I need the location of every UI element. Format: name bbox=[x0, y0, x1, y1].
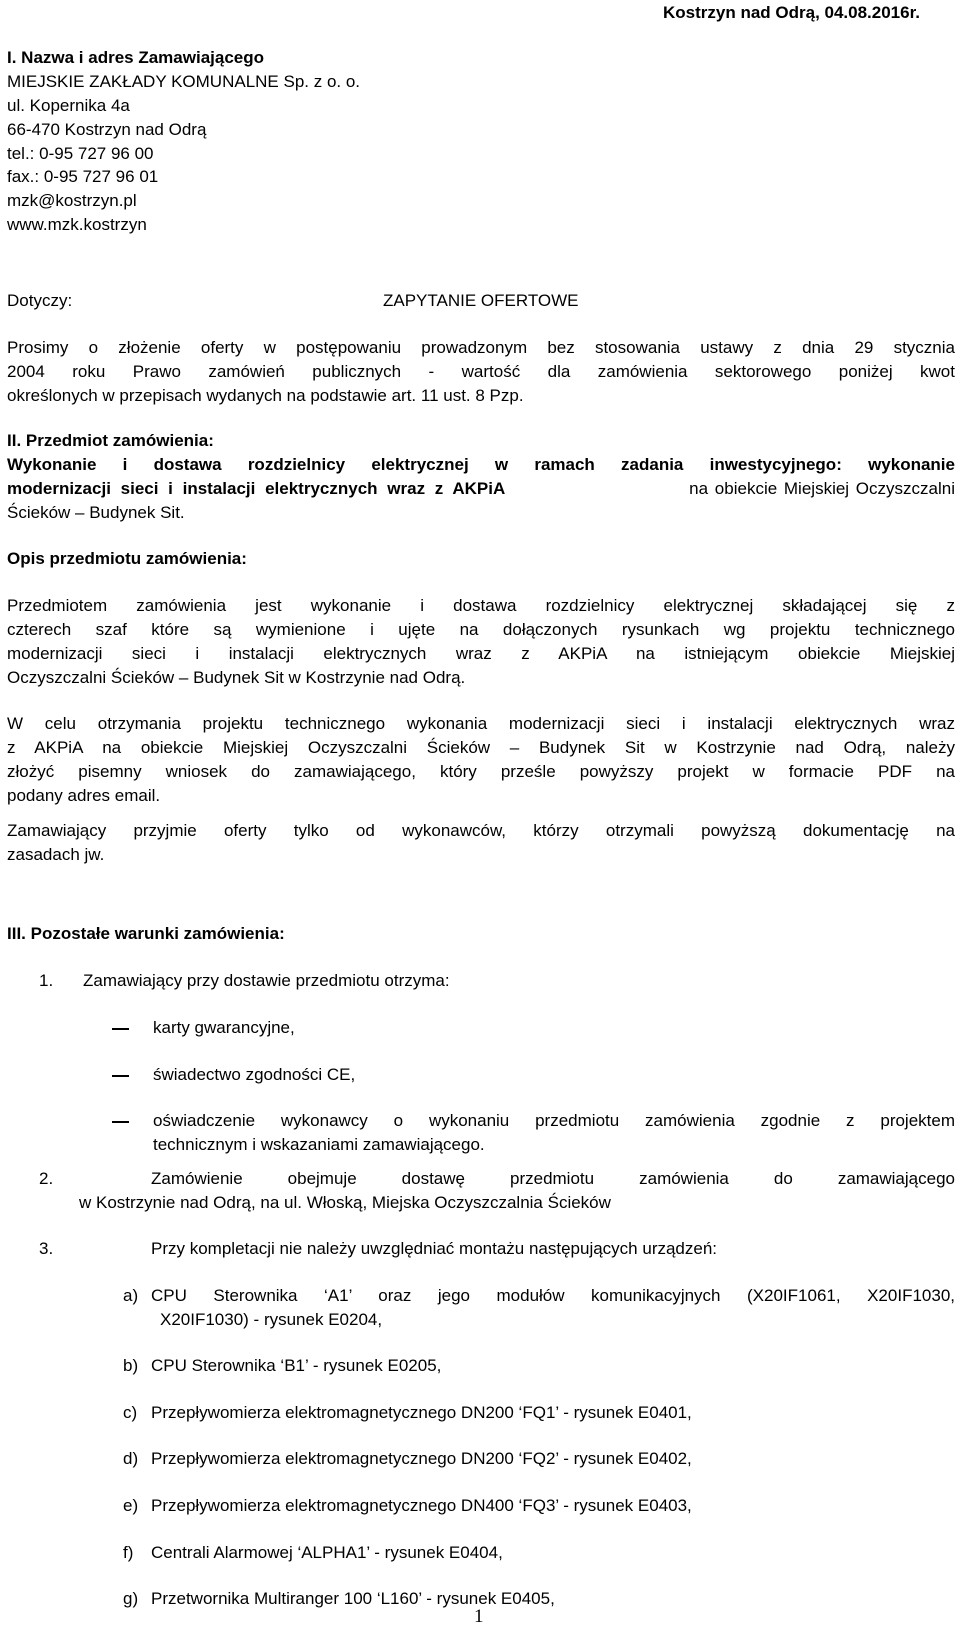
description-p2-line-2: z AKPiA na obiekcie Miejskiej Oczyszczalni Ścieków – Budynek Sit w Kostrzynie nad Odrą, należy bbox=[7, 738, 955, 757]
description-p2-line-1: W celu otrzymania projektu technicznego wykonania modernizacji sieci i instalacji elektrycznych wraz bbox=[7, 714, 955, 733]
intro-line-3: określonych w przepisach wydanych na podstawie art. 11 ust. 8 Pzp. bbox=[7, 386, 524, 405]
bullet-dash bbox=[112, 1121, 129, 1123]
subitem-a-line-1: CPU Sterownika ‘A1’ oraz jego modułów komunikacyjnych (X20IF1061, X20IF1030, bbox=[151, 1286, 955, 1305]
bullet-statement-line-2: technicznym i wskazaniami zamawiającego. bbox=[153, 1135, 485, 1154]
item-1-number: 1. bbox=[39, 971, 54, 990]
item-3-number: 3. bbox=[39, 1239, 54, 1258]
subitem-e-letter: e) bbox=[123, 1496, 139, 1515]
subitem-a-letter: a) bbox=[123, 1286, 139, 1305]
subject-line-2-bold: modernizacji sieci i instalacji elektrycznych wraz z AKPiA bbox=[7, 479, 506, 498]
item-2-line-2: w Kostrzynie nad Odrą, na ul. Włoską, Miejska Oczyszczalnia Ścieków bbox=[79, 1193, 611, 1212]
description-heading: Opis przedmiotu zamówienia: bbox=[7, 549, 247, 568]
description-p2-line-3: złożyć pisemny wniosek do zamawiającego, który prześle powyższy projekt w formacie PDF na bbox=[7, 762, 955, 781]
document-title: ZAPYTANIE OFERTOWE bbox=[383, 291, 579, 310]
section-2-heading bbox=[7, 430, 214, 452]
subitem-c-letter: c) bbox=[123, 1403, 138, 1422]
item-3-text: Przy kompletacji nie należy uwzględniać montażu następujących urządzeń: bbox=[151, 1239, 718, 1258]
subject-line-2 bbox=[7, 478, 955, 500]
description-p3-line-2: zasadach jw. bbox=[7, 845, 105, 864]
description-p1-line-4: Oczyszczalni Ścieków – Budynek Sit w Kostrzynie nad Odrą. bbox=[7, 668, 466, 687]
subitem-f-letter: f) bbox=[123, 1543, 134, 1562]
buyer-phone: tel.: 0-95 727 96 00 bbox=[7, 144, 154, 163]
item-1-text: Zamawiający przy dostawie przedmiotu otrzyma: bbox=[83, 971, 450, 990]
description-p3-line-1: Zamawiający przyjmie oferty tylko od wykonawców, którzy otrzymali powyższą dokumentację na bbox=[7, 821, 955, 840]
subject-line-2-rest: na obiekcie Miejskiej Oczyszczalni bbox=[689, 479, 955, 498]
item-2-number: 2. bbox=[39, 1169, 54, 1188]
subitem-d-text: Przepływomierza elektromagnetycznego DN200 ‘FQ2’ - rysunek E0402, bbox=[151, 1449, 692, 1468]
subitem-e-text: Przepływomierza elektromagnetycznego DN400 ‘FQ3’ - rysunek E0403, bbox=[151, 1496, 692, 1515]
subitem-g-letter: g) bbox=[123, 1589, 139, 1608]
description-p2-line-4: podany adres email. bbox=[7, 786, 161, 805]
buyer-name: MIEJSKIE ZAKŁADY KOMUNALNE Sp. z o. o. bbox=[7, 72, 361, 91]
buyer-city: 66-470 Kostrzyn nad Odrą bbox=[7, 120, 207, 139]
bullet-warranty: karty gwarancyjne, bbox=[153, 1018, 295, 1037]
subitem-b-letter: b) bbox=[123, 1356, 139, 1375]
place-date: Kostrzyn nad Odrą, 04.08.2016r. bbox=[662, 3, 920, 22]
subject-line-3: Ścieków – Budynek Sit. bbox=[7, 503, 185, 522]
buyer-heading: I. Nazwa i adres Zamawiającego bbox=[7, 48, 265, 67]
intro-line-1: Prosimy o złożenie oferty w postępowaniu prowadzonym bez stosowania ustawy z dnia 29 stycznia bbox=[7, 338, 955, 357]
subitem-a-line-2: X20IF1030) - rysunek E0204, bbox=[160, 1310, 383, 1329]
buyer-email: mzk@kostrzyn.pl bbox=[7, 191, 137, 210]
bullet-ce: świadectwo zgodności CE, bbox=[153, 1065, 356, 1084]
subitem-f-text: Centrali Alarmowej ‘ALPHA1’ - rysunek E0404, bbox=[151, 1543, 503, 1562]
bullet-dash bbox=[112, 1028, 129, 1030]
description-p1-line-2: czterech szaf które są wymienione i ujęte na dołączonych rysunkach wg projektu technicznego bbox=[7, 620, 955, 639]
buyer-website: www.mzk.kostrzyn bbox=[7, 215, 147, 234]
subitem-d-letter: d) bbox=[123, 1449, 139, 1468]
subitem-c-text: Przepływomierza elektromagnetycznego DN200 ‘FQ1’ - rysunek E0401, bbox=[151, 1403, 692, 1422]
subitem-b-text: CPU Sterownika ‘B1’ - rysunek E0205, bbox=[151, 1356, 442, 1375]
item-2-line-1: Zamówienie obejmuje dostawę przedmiotu zamówienia do zamawiającego bbox=[151, 1169, 955, 1188]
description-p1-line-3: modernizacji sieci i instalacji elektrycznych wraz z AKPiA na istniejącym obiekcie Miejskiej bbox=[7, 644, 955, 663]
section-3-heading: III. Pozostałe warunki zamówienia: bbox=[7, 924, 285, 943]
bullet-statement-line-1: oświadczenie wykonawcy o wykonaniu przedmiotu zamówienia zgodnie z projektem bbox=[153, 1111, 955, 1130]
section-2-heading-text: II. Przedmiot zamówienia: bbox=[7, 431, 214, 450]
intro-line-2: 2004 roku Prawo zamówień publicznych - wartość dla zamówienia sektorowego poniżej kwot bbox=[7, 362, 955, 381]
description-p1-line-1: Przedmiotem zamówienia jest wykonanie i dostawa rozdzielnicy elektrycznej składającej się z bbox=[7, 596, 955, 615]
buyer-street: ul. Kopernika 4a bbox=[7, 96, 130, 115]
buyer-fax: fax.: 0-95 727 96 01 bbox=[7, 167, 159, 186]
bullet-dash bbox=[112, 1075, 129, 1077]
subject-label: Dotyczy: bbox=[7, 291, 73, 310]
page-number: 1 bbox=[474, 1606, 484, 1627]
subject-line-1: Wykonanie i dostawa rozdzielnicy elektrycznej w ramach zadania inwestycyjnego: wykonanie bbox=[7, 455, 955, 474]
subitem-g-text: Przetwornika Multiranger 100 ‘L160’ - rysunek E0405, bbox=[151, 1589, 555, 1608]
